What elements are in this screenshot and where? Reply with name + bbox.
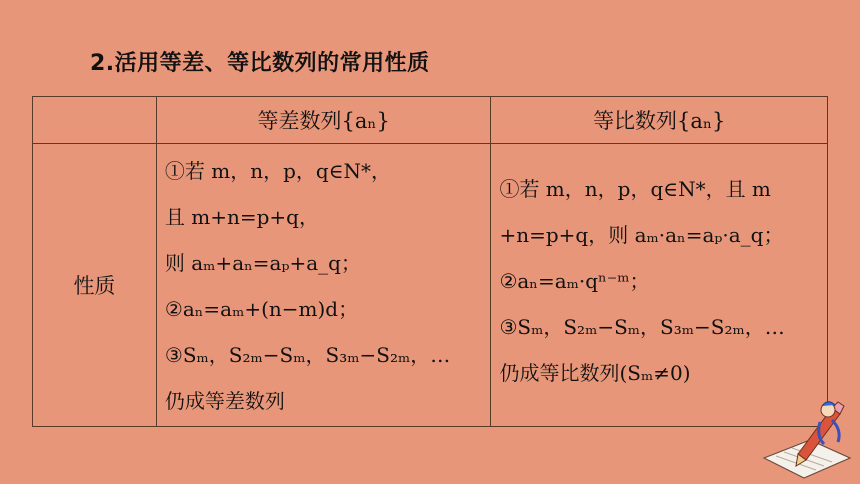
arith-line: 且 m+n=p+q， <box>164 205 319 229</box>
arith-line: ③Sₘ，S₂ₘ−Sₘ，S₃ₘ−S₂ₘ，… <box>164 343 451 367</box>
header-geometric: 等比数列{aₙ} <box>491 97 828 144</box>
arith-line: 仍成等差数列 <box>164 389 285 413</box>
geom-line: ②aₙ=aₘ·qⁿ⁻ᵐ； <box>499 269 650 293</box>
geom-line: ③Sₘ，S₂ₘ−Sₘ，S₃ₘ−S₂ₘ，… <box>499 315 785 339</box>
pencil-notebook-icon <box>758 396 854 480</box>
geom-line: 仍成等比数列(Sₘ≠0) <box>499 361 691 385</box>
arithmetic-properties-cell <box>156 144 491 427</box>
arith-line: ②aₙ=aₘ+(n−m)d； <box>164 297 359 321</box>
table-row-properties <box>33 144 828 427</box>
header-corner-cell <box>33 97 157 144</box>
table-header-row <box>33 97 828 144</box>
geometric-properties-cell <box>491 144 828 427</box>
geom-line: +n=p+q，则 aₘ·aₙ=aₚ·a_q； <box>499 223 784 247</box>
row-label: 性质 <box>33 144 157 427</box>
properties-table <box>32 96 828 427</box>
arith-line: ①若 m，n，p，q∈N*， <box>164 159 392 183</box>
geom-line: ①若 m，n，p，q∈N*，且 m <box>499 177 771 201</box>
section-title: 2.活用等差、等比数列的常用性质 <box>90 51 430 76</box>
arith-line: 则 aₘ+aₙ=aₚ+a_q； <box>164 251 361 275</box>
header-arithmetic: 等差数列{aₙ} <box>156 97 491 144</box>
